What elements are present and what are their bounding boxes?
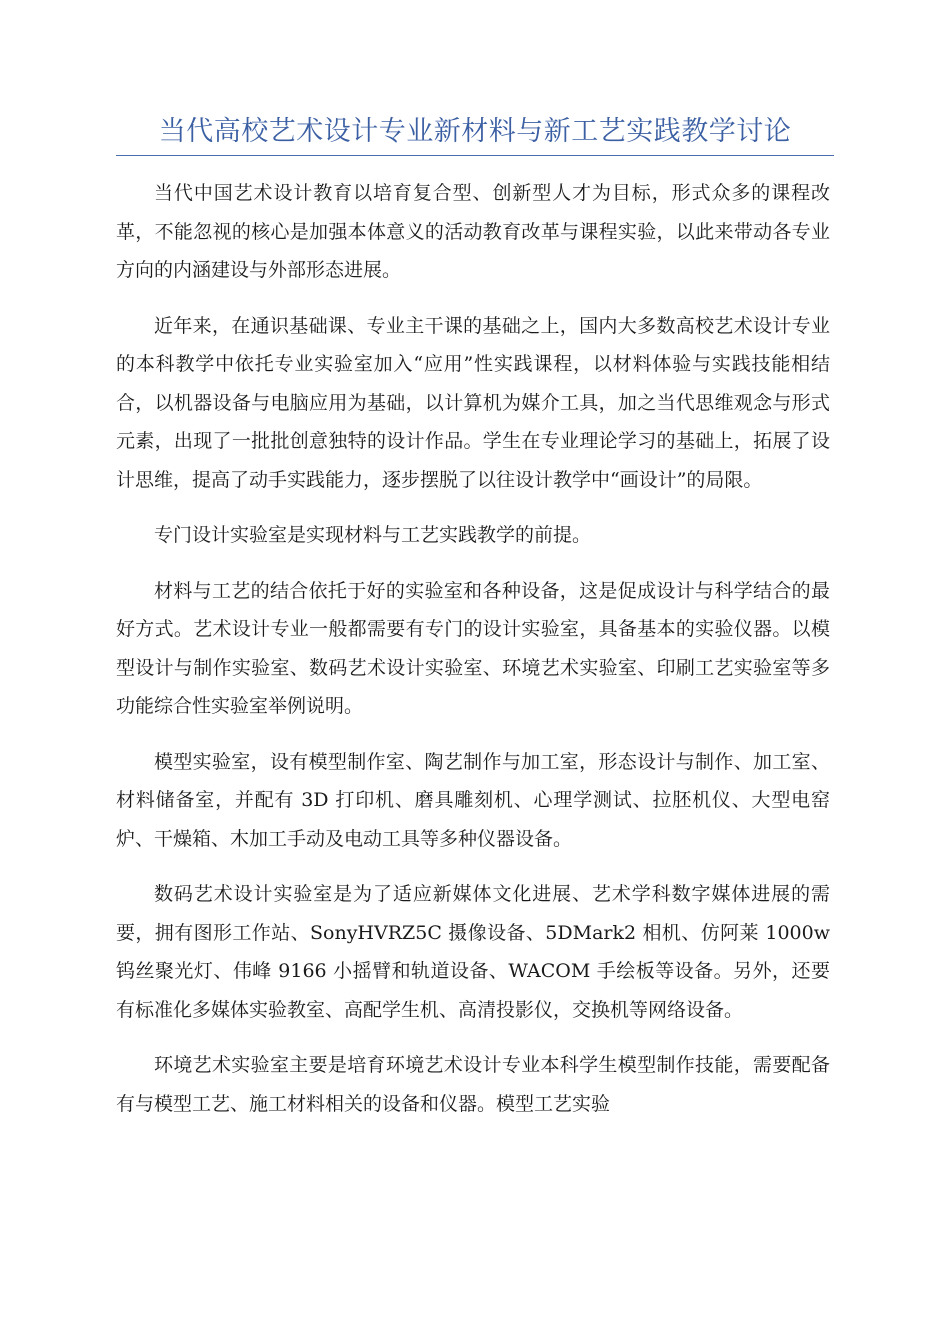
paragraph-1: 当代中国艺术设计教育以培育复合型、创新型人才为目标，形式众多的课程改革，不能忽视的核心是加强本体意义的活动教育改革与课程实验，以此来带动各专业方向的内涵建设与外部形态进展。 [116,182,830,281]
paragraph-3: 专门设计实验室是实现材料与工艺实践教学的前提。 [154,524,592,546]
paragraph-6: 数码艺术设计实验室是为了适应新媒体文化进展、艺术学科数字媒体进展的需要，拥有图形工作站、SonyHVRZ5C 摄像设备、5DMark2 相机、仿阿莱 1000w 钨丝聚光灯、伟峰 9166 小摇臂和轨道设备、WACOM 手绘板等设备。另外，还要有标准化多媒体实验教室、高配学生机、高清投影仪，交换机等网络设备。 [116,883,830,1021]
paragraph-7: 环境艺术实验室主要是培育环境艺术设计专业本科学生模型制作技能，需要配备有与模型工艺、施工材料相关的设备和仪器。模型工艺实验 [116,1054,830,1115]
paragraph-5: 模型实验室，设有模型制作室、陶艺制作与加工室，形态设计与制作、加工室、材料储备室，并配有 3D 打印机、磨具雕刻机、心理学测试、拉胚机仪、大型电窑炉、干燥箱、木加工手动及电动工具等多种仪器设备。 [116,750,830,850]
title-underline [116,155,834,156]
document-body [116,174,830,1140]
document-title: 当代高校艺术设计专业新材料与新工艺实践教学讨论 [158,116,792,147]
paragraph-2: 近年来，在通识基础课、专业主干课的基础之上，国内大多数高校艺术设计专业的本科教学中依托专业实验室加入“应用”性实践课程，以材料体验与实践技能相结合，以机器设备与电脑应用为基础，以计算机为媒介工具，加之当代思维观念与形式元素，出现了一批批创意独特的设计作品。学生在专业理论学习的基础上，拓展了设计思维，提高了动手实践能力，逐步摆脱了以往设计教学中“画设计”的局限。 [116,314,830,491]
paragraph-4: 材料与工艺的结合依托于好的实验室和各种设备，这是促成设计与科学结合的最好方式。艺术设计专业一般都需要有专门的设计实验室，具备基本的实验仪器。以模型设计与制作实验室、数码艺术设计实验室、环境艺术实验室、印刷工艺实验室等多功能综合性实验室举例说明。 [116,579,830,717]
